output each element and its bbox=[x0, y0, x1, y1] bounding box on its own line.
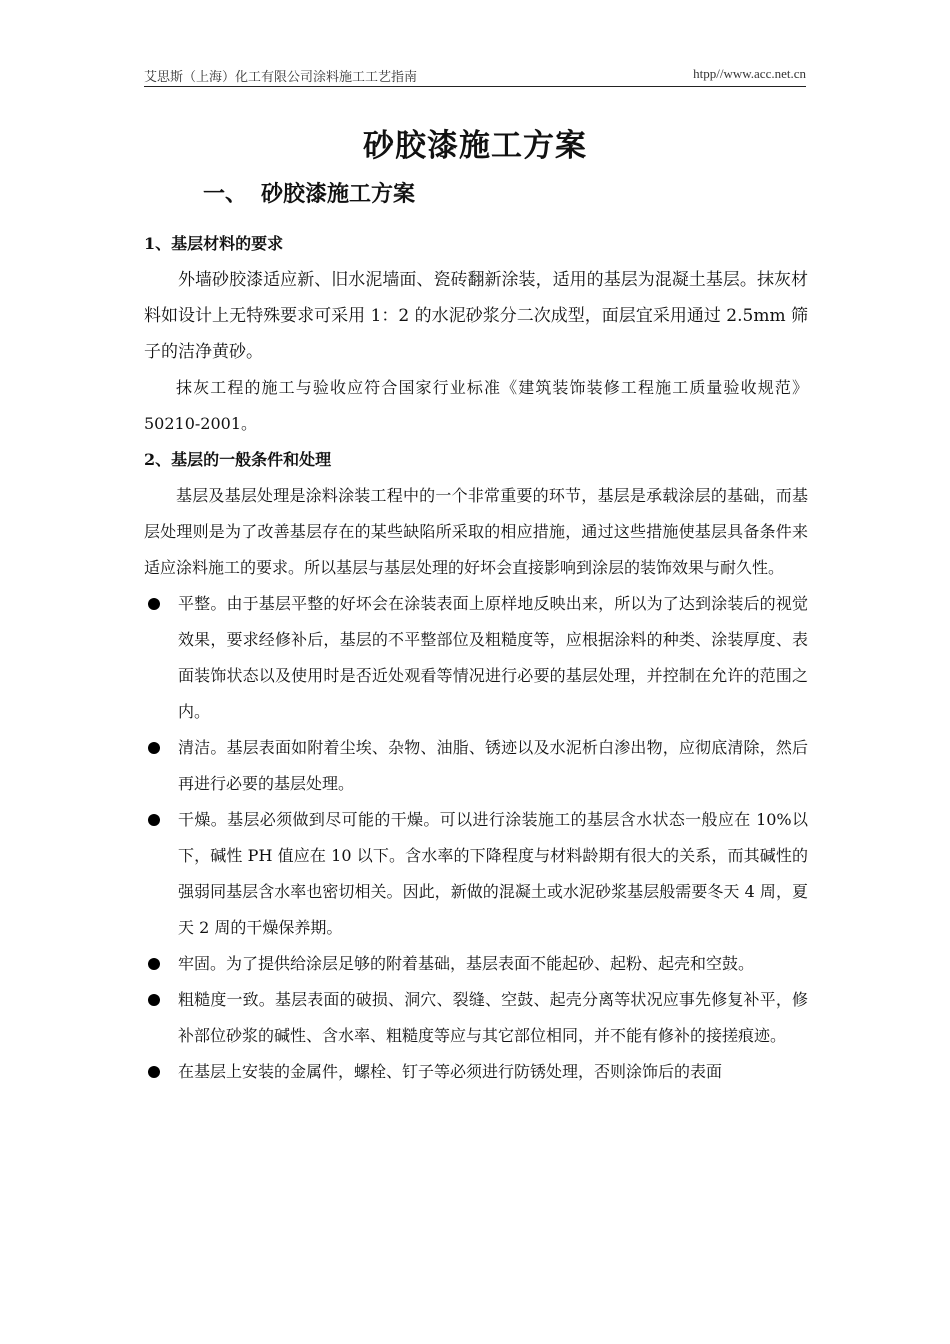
bullet-icon bbox=[148, 994, 160, 1006]
document-title: 砂胶漆施工方案 bbox=[363, 128, 587, 164]
list-item-text: 在基层上安装的金属件，螺栓、钉子等必须进行防锈处理，否则涂饰后的表面 bbox=[178, 1062, 723, 1081]
paragraph: 基层及基层处理是涂料涂装工程中的一个非常重要的环节，基层是承载涂层的基础，而基层处理则是为了改善基层存在的某些缺陷所采取的相应措施，通过这些措施使基层具备条件来适应涂料施工的要求。所以基层与基层处理的好坏会直接影响到涂层的装饰效果与耐久性。 bbox=[144, 486, 808, 577]
list-item-text: 牢固。为了提供给涂层足够的附着基础，基层表面不能起砂、起粉、起壳和空鼓。 bbox=[178, 954, 755, 973]
list-item bbox=[144, 1054, 808, 1090]
section-number: 一、 bbox=[203, 181, 248, 207]
list-item-text: 干燥。基层必须做到尽可能的干燥。可以进行涂装施工的基层含水状态一般应在 10%以下，碱性 PH 值应在 10 以下。含水率的下降程度与材料龄期有很大的关系，而其碱性的强弱同基层含水率也密切相关。因此，新做的混凝土或水泥砂浆基层般需要冬天 4 周，夏天 2 周的干燥保养期。 bbox=[178, 810, 808, 937]
list-item bbox=[144, 982, 808, 1054]
list-item bbox=[144, 586, 808, 730]
page-header bbox=[144, 66, 806, 87]
bullet-icon bbox=[148, 958, 160, 970]
header-company-name: 艾思斯（上海）化工有限公司涂料施工工艺指南 bbox=[144, 70, 418, 85]
list-item-text: 粗糙度一致。基层表面的破损、洞穴、裂缝、空鼓、起壳分离等状况应事先修复补平，修补部位砂浆的碱性、含水率、粗糙度等应与其它部位相同，并不能有修补的接搓痕迹。 bbox=[178, 990, 808, 1045]
list-item bbox=[144, 946, 808, 982]
list-item bbox=[144, 802, 808, 946]
bullet-icon bbox=[148, 598, 160, 610]
subsection-heading: 2、基层的一般条件和处理 bbox=[144, 450, 332, 469]
section-heading bbox=[203, 177, 415, 208]
header-website: htpp//www.acc.net.cn bbox=[693, 66, 806, 81]
bullet-icon bbox=[148, 814, 160, 826]
paragraph: 外墙砂胶漆适应新、旧水泥墙面、瓷砖翻新涂装，适用的基层为混凝土基层。抹灰材料如设计上无特殊要求可采用 1：2 的水泥砂浆分二次成型，面层宜采用通过 2.5mm 筛子的洁净黄砂。 bbox=[144, 270, 808, 362]
paragraph: 抹灰工程的施工与验收应符合国家行业标准《建筑装饰装修工程施工质量验收规范》50210-2001。 bbox=[144, 378, 808, 433]
list-item-text: 清洁。基层表面如附着尘埃、杂物、油脂、锈迹以及水泥析白渗出物，应彻底清除，然后再进行必要的基层处理。 bbox=[178, 738, 808, 793]
bullet-icon bbox=[148, 742, 160, 754]
section-title-text: 砂胶漆施工方案 bbox=[261, 181, 416, 207]
bullet-icon bbox=[148, 1066, 160, 1078]
list-item bbox=[144, 730, 808, 802]
bullet-list bbox=[144, 586, 808, 1090]
document-body bbox=[144, 226, 808, 1090]
subsection-heading: 1、基层材料的要求 bbox=[144, 234, 284, 253]
list-item-text: 平整。由于基层平整的好坏会在涂装表面上原样地反映出来，所以为了达到涂装后的视觉效果，要求经修补后，基层的不平整部位及粗糙度等，应根据涂料的种类、涂装厚度、表面装饰状态以及使用时是否近处观看等情况进行必要的基层处理，并控制在允许的范围之内。 bbox=[178, 594, 808, 721]
